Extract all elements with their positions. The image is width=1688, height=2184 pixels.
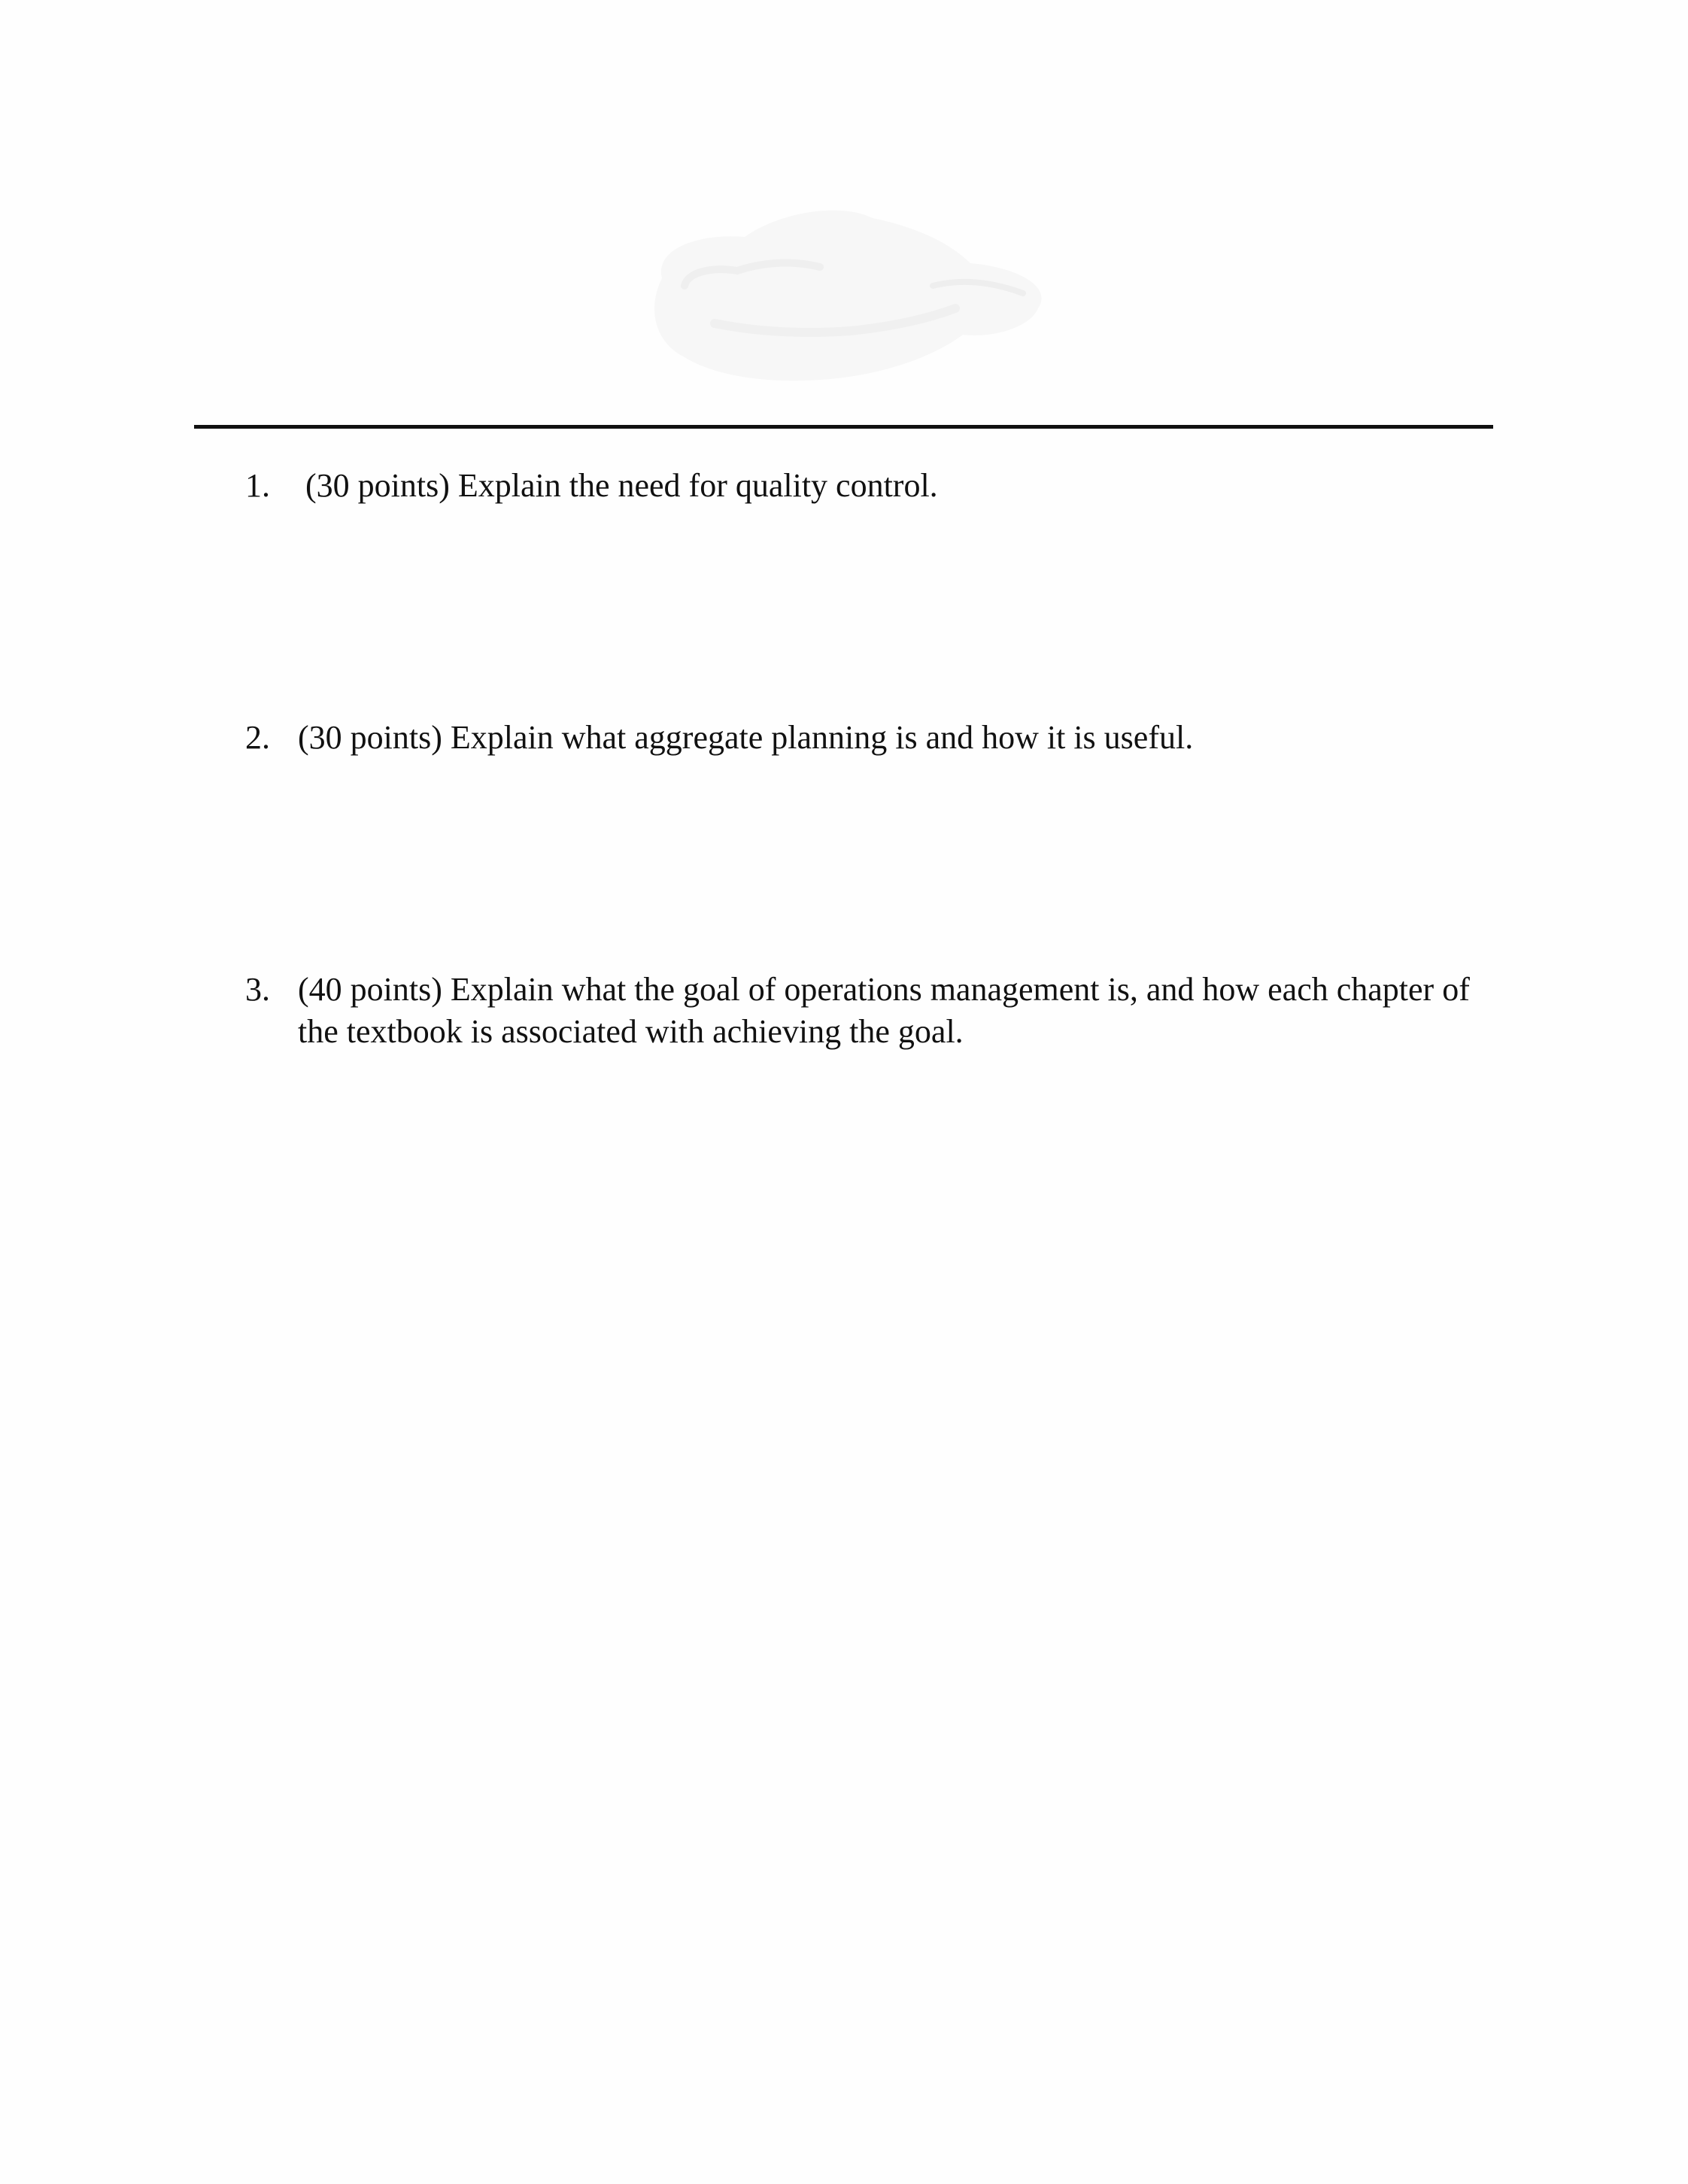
question-number: 2. [245,719,270,756]
question-text-line-2: the textbook is associated with achieving the goal. [298,1013,964,1050]
question-text: (30 points) Explain what aggregate planning is and how it is useful. [298,719,1194,756]
question-number: 1. [245,467,270,504]
header-divider [194,425,1493,429]
redacted-smudge [632,196,1068,406]
question-text [298,969,1577,1053]
question-number: 3. [245,971,270,1008]
question-text-line-1: (40 points) Explain what the goal of operations management is, and how each chapter of [298,971,1470,1008]
question-text: (30 points) Explain the need for quality control. [305,467,938,504]
